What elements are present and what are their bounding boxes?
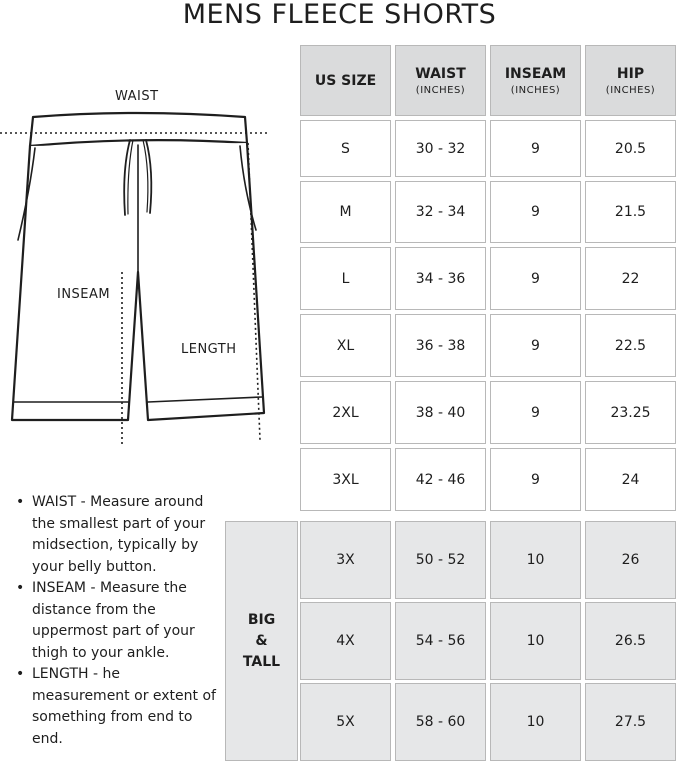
inseam-label: INSEAM — [57, 287, 111, 302]
header-us-size: US SIZE — [300, 45, 391, 116]
cell-hip: 27.5 — [585, 683, 676, 761]
cell-waist: 54 - 56 — [395, 602, 486, 680]
measurement-notes — [16, 492, 221, 750]
cell-inseam: 9 — [490, 120, 581, 177]
cell-waist: 38 - 40 — [395, 381, 486, 444]
shorts-illustration — [0, 80, 290, 460]
shorts-diagram — [0, 80, 290, 460]
cell-size: XL — [300, 314, 391, 377]
header-hip: HIP (INCHES) — [585, 45, 676, 116]
header-waist: WAIST (INCHES) — [395, 45, 486, 116]
cell-waist: 34 - 36 — [395, 247, 486, 310]
chart-title: MENS FLEECE SHORTS — [182, 0, 497, 30]
cell-waist: 42 - 46 — [395, 448, 486, 511]
cell-size: 2XL — [300, 381, 391, 444]
cell-inseam: 9 — [490, 314, 581, 377]
cell-hip: 22 — [585, 247, 676, 310]
cell-inseam: 9 — [490, 448, 581, 511]
cell-size: M — [300, 181, 391, 243]
cell-size: 4X — [300, 602, 391, 680]
cell-hip: 21.5 — [585, 181, 676, 243]
note-length: • LENGTH - he measurement or extent of something from end to end. — [16, 664, 221, 750]
cell-size: 5X — [300, 683, 391, 761]
cell-waist: 50 - 52 — [395, 521, 486, 599]
cell-size: S — [300, 120, 391, 177]
cell-inseam: 9 — [490, 247, 581, 310]
cell-hip: 22.5 — [585, 314, 676, 377]
cell-hip: 23.25 — [585, 381, 676, 444]
cell-hip: 24 — [585, 448, 676, 511]
big-tall-label: BIG & TALL — [225, 521, 298, 761]
cell-size: L — [300, 247, 391, 310]
cell-hip: 26 — [585, 521, 676, 599]
cell-inseam: 10 — [490, 521, 581, 599]
length-label: LENGTH — [181, 342, 237, 357]
header-inseam: INSEAM (INCHES) — [490, 45, 581, 116]
cell-size: 3X — [300, 521, 391, 599]
note-inseam: • INSEAM - Measure the distance from the uppermost part of your thigh to your ankle. — [16, 578, 221, 664]
cell-size: 3XL — [300, 448, 391, 511]
cell-waist: 32 - 34 — [395, 181, 486, 243]
waist-label: WAIST — [115, 89, 159, 104]
cell-hip: 26.5 — [585, 602, 676, 680]
cell-inseam: 10 — [490, 602, 581, 680]
cell-inseam: 10 — [490, 683, 581, 761]
cell-waist: 36 - 38 — [395, 314, 486, 377]
cell-hip: 20.5 — [585, 120, 676, 177]
cell-waist: 58 - 60 — [395, 683, 486, 761]
note-waist: • WAIST - Measure around the smallest part of your midsection, typically by your belly button. — [16, 492, 221, 578]
cell-inseam: 9 — [490, 381, 581, 444]
cell-waist: 30 - 32 — [395, 120, 486, 177]
cell-inseam: 9 — [490, 181, 581, 243]
